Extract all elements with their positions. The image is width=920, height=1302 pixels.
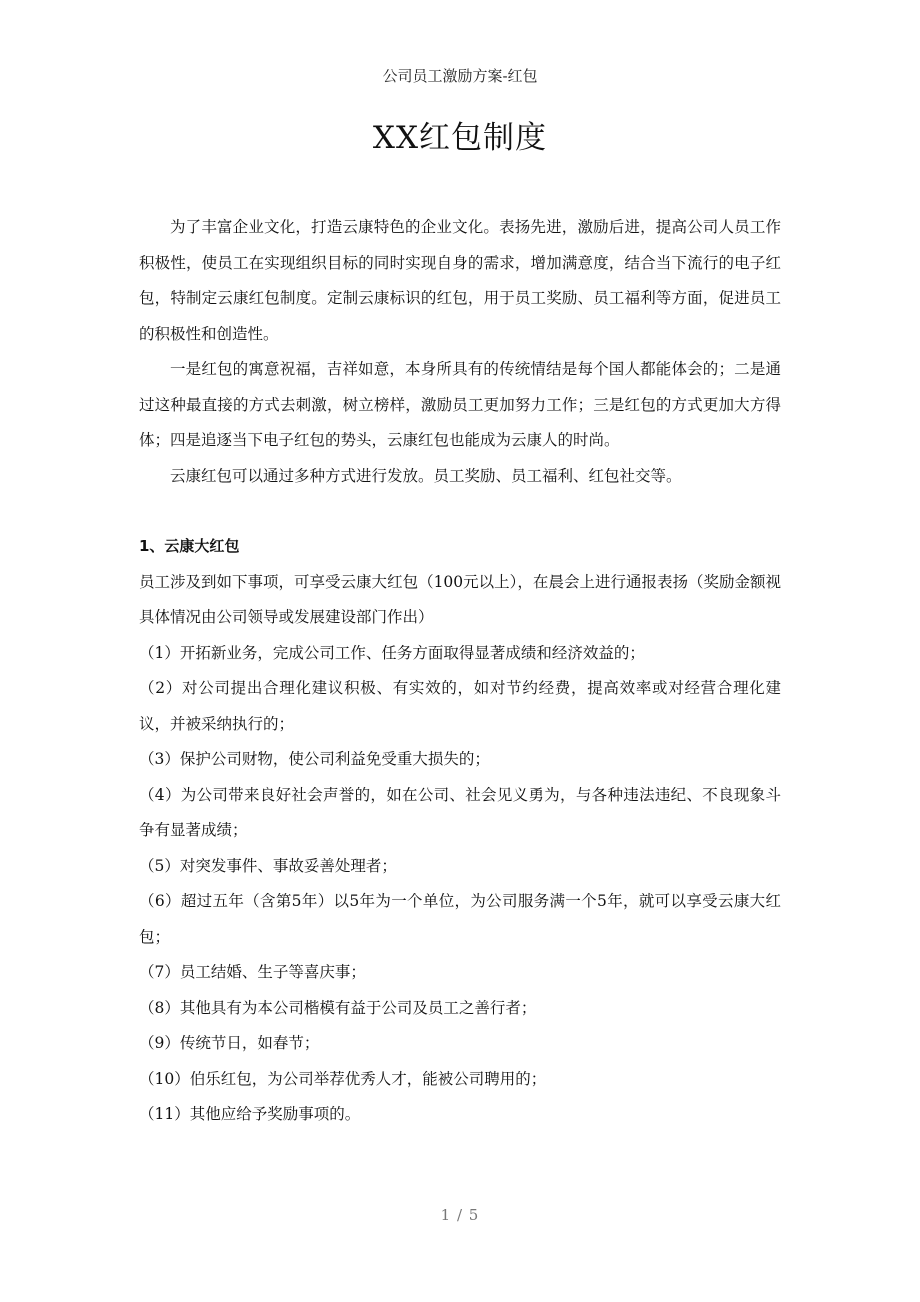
list-item: （6）超过五年（含第5年）以5年为一个单位，为公司服务满一个5年，就可以享受云康大红包； <box>139 892 781 946</box>
list-item: （1）开拓新业务，完成公司工作、任务方面取得显著成绩和经济效益的； <box>139 643 645 662</box>
section-title: 1、云康大红包 <box>139 537 240 555</box>
document-body <box>139 210 781 1133</box>
list-item: （8）其他具有为本公司楷模有益于公司及员工之善行者； <box>139 998 537 1017</box>
intro-paragraph-1: 为了丰富企业文化，打造云康特色的企业文化。表扬先进，激励后进，提高公司人员工作积极性，使员工在实现组织目标的同时实现自身的需求，增加满意度，结合当下流行的电子红包，特制定云康红包制度。定制云康标识的红包，用于员工奖励、员工福利等方面，促进员工的积极性和创造性。 <box>139 218 781 343</box>
list-item: （4）为公司带来良好社会声誉的，如在公司、社会见义勇为，与各种违法违纪、不良现象斗争有显著成绩； <box>139 785 781 839</box>
list-item: （9）传统节日，如春节； <box>139 1034 320 1052</box>
list-item: （11）其他应给予奖励事项的。 <box>139 1105 361 1123</box>
list-item: （10）伯乐红包，为公司举荐优秀人才，能被公司聘用的； <box>139 1069 547 1088</box>
page-header: 公司员工激励方案-红包 <box>382 67 538 85</box>
list-item: （5）对突发事件、事故妥善处理者； <box>139 856 397 875</box>
list-item: （7）员工结婚、生子等喜庆事； <box>139 963 366 981</box>
document-title: XX红包制度 <box>372 120 548 156</box>
intro-paragraph-2: 一是红包的寓意祝福，吉祥如意，本身所具有的传统情结是每个国人都能体会的；二是通过这种最直接的方式去刺激，树立榜样，激励员工更加努力工作；三是红包的方式更加大方得体；四是追逐当下电子红包的势头，云康红包也能成为云康人的时尚。 <box>139 360 781 449</box>
section-description: 员工涉及到如下事项，可享受云康大红包（100元以上），在晨会上进行通报表扬（奖励金额视具体情况由公司领导或发展建设部门作出） <box>139 572 781 626</box>
list-item: （2）对公司提出合理化建议积极、有实效的，如对节约经费，提高效率或对经营合理化建议，并被采纳执行的； <box>139 679 781 733</box>
spacer <box>139 494 781 529</box>
intro-paragraph-3: 云康红包可以通过多种方式进行发放。员工奖励、员工福利、红包社交等。 <box>170 466 682 485</box>
list-item: （3）保护公司财物，使公司利益免受重大损失的； <box>139 750 490 768</box>
page-number: 1 / 5 <box>440 1206 480 1224</box>
